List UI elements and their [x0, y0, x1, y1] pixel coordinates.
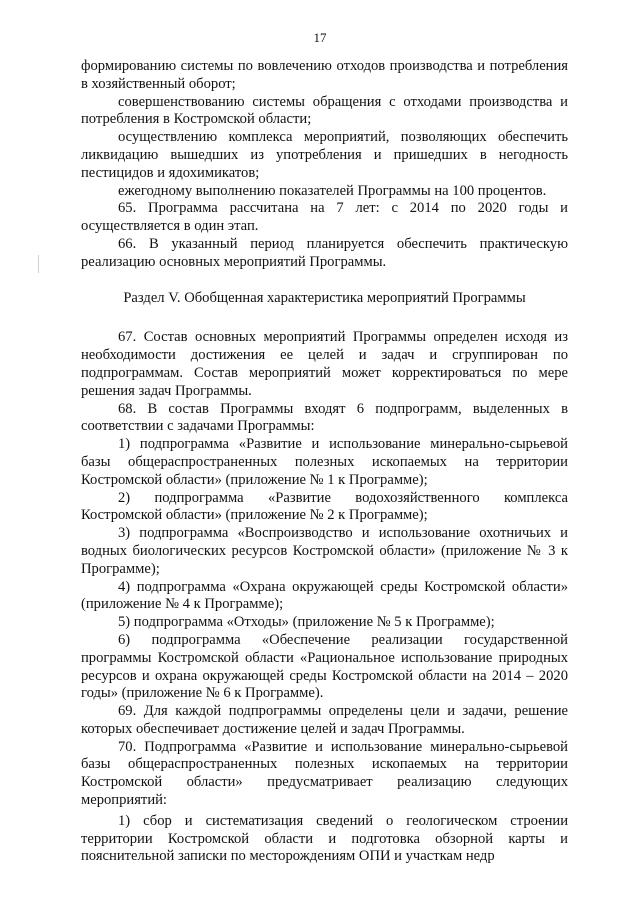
list-item-subprogram-5: 5) подпрограмма «Отходы» (приложение № 5 к Программе); [118, 614, 495, 631]
paragraph-65: 65. Программа рассчитана на 7 лет: с 2014 по 2020 годы и осуществляется в один этап. [81, 200, 568, 235]
paragraph-69: 69. Для каждой подпрограммы определены цели и задачи, решение которых обеспечивает достижение целей и задач Программы. [81, 703, 568, 737]
document-body [81, 58, 568, 866]
section-title: Раздел V. Обобщенная характеристика мероприятий Программы [123, 289, 526, 306]
list-item-subprogram-6: 6) подпрограмма «Обеспечение реализации государственной программы Костромской области «Рациональное использование природных ресурсов и охрана окружающей среды Костромской области на 2014 – 2020 годы» (приложение № 6 к Программе). [81, 631, 568, 702]
list-item-subprogram-2: 2) подпрограмма «Развитие водохозяйственного комплекса Костромской области» (приложение № 2 к Программе); [81, 489, 568, 524]
paragraph-70: 70. Подпрограмма «Развитие и использование минерально-сырьевой базы общераспространенных полезных ископаемых на территории Костромской области» предусматривает реализацию следующих мероприятий: [81, 738, 568, 809]
list-item-subprogram-4: 4) подпрограмма «Охрана окружающей среды Костромской области» (приложение № 4 к Программе); [81, 578, 568, 613]
list-item-subprogram-1: 1) подпрограмма «Развитие и использование минерально-сырьевой базы общераспространенных полезных ископаемых на территории Костромской области» (приложение № 1 к Программе); [81, 436, 568, 488]
margin-mark [38, 255, 39, 273]
paragraph-waste-handling: совершенствованию системы обращения с отходами производства и потребления в Костромской области; [81, 93, 568, 128]
paragraph-continuation: формированию системы по вовлечению отходов производства и потребления в хозяйственный оборот; [81, 58, 568, 92]
list-item-subprogram-3: 3) подпрограмма «Воспроизводство и использование охотничьих и водных биологических ресурсов Костромской области» (приложение № 3 к Программе); [81, 525, 568, 577]
page-number: 17 [313, 30, 327, 45]
paragraph-indicators: ежегодному выполнению показателей Программы на 100 процентов. [118, 182, 547, 199]
paragraph-68: 68. В состав Программы входят 6 подпрограмм, выделенных в соответствии с задачами Программы: [81, 400, 568, 435]
paragraph-67: 67. Состав основных мероприятий Программы определен исходя из необходимости достижения ее целей и задач и сгруппирован по подпрограммам. Состав мероприятий может корректироваться по мере решения задач Программы. [81, 329, 568, 399]
list-item-measure-1: 1) сбор и систематизация сведений о геологическом строении территории Костромской области и подготовка обзорной карты и пояснительной записки по месторождениям ОПИ и участкам недр [81, 812, 568, 865]
paragraph-66: 66. В указанный период планируется обеспечить практическую реализацию основных мероприятий Программы. [81, 235, 568, 270]
paragraph-pesticides: осуществлению комплекса мероприятий, позволяющих обеспечить ликвидацию вышедших из употребления и пришедших в негодность пестицидов и ядохимикатов; [81, 129, 568, 181]
